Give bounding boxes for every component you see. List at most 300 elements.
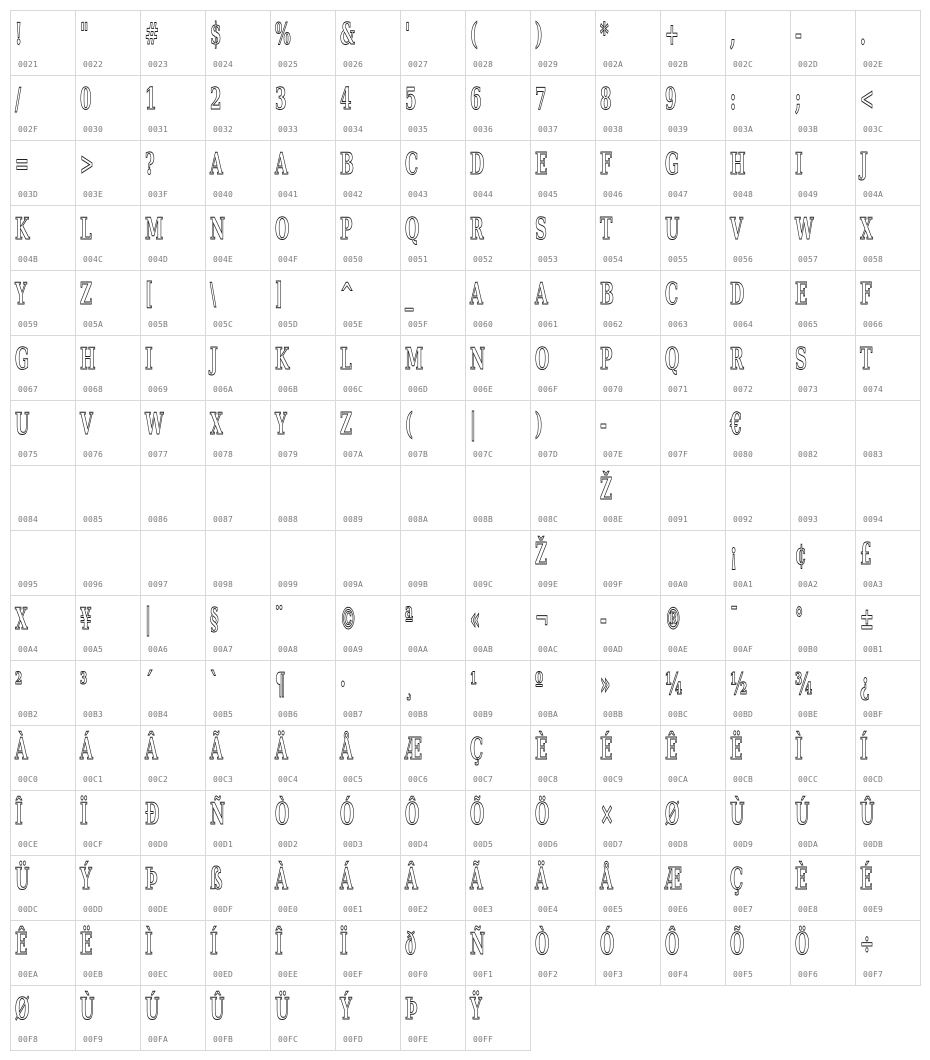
glyph-code-label: 007F (668, 450, 689, 459)
glyph-code-label: 0027 (408, 60, 429, 69)
glyph-cell (206, 791, 271, 856)
glyph-cell (726, 791, 791, 856)
glyph-code-label: 0038 (603, 125, 624, 134)
glyph-character: Õ (730, 927, 745, 962)
glyph-cell (141, 76, 206, 141)
glyph-code-label: 006F (538, 385, 559, 394)
glyph-cell (661, 271, 726, 336)
glyph-code-label: 0026 (343, 60, 364, 69)
glyph-code-label: 007A (343, 450, 364, 459)
glyph-code-label: 0033 (278, 125, 299, 134)
glyph-cell (76, 11, 141, 76)
glyph-cell (726, 401, 791, 466)
glyph-cell (726, 531, 791, 596)
glyph-code-label: 005D (278, 320, 299, 329)
glyph-cell (141, 986, 206, 1051)
glyph-cell (76, 336, 141, 401)
glyph-cell (531, 791, 596, 856)
glyph-cell (726, 336, 791, 401)
glyph-code-label: 008A (408, 515, 429, 524)
glyph-cell (336, 141, 401, 206)
glyph-character: 0 (80, 82, 92, 117)
glyph-code-label: 00D5 (473, 840, 494, 849)
glyph-cell (401, 11, 466, 76)
glyph-character: 3 (275, 82, 287, 117)
glyph-character: N (210, 212, 226, 247)
glyph-cell (401, 661, 466, 726)
glyph-code-label: 0063 (668, 320, 689, 329)
glyph-code-label: 0069 (148, 385, 169, 394)
glyph-cell (596, 531, 661, 596)
glyph-character: Ä (275, 732, 288, 767)
glyph-character: ² (15, 667, 23, 702)
glyph-cell (76, 856, 141, 921)
glyph-character: S (795, 342, 807, 377)
glyph-character: Ž (600, 472, 613, 507)
glyph-cell (141, 206, 206, 271)
glyph-character: _ (405, 277, 414, 312)
glyph-character: Þ (405, 992, 418, 1027)
glyph-code-label: 0095 (18, 580, 39, 589)
glyph-cell (271, 531, 336, 596)
glyph-code-label: 002E (863, 60, 884, 69)
glyph-character: Ô (405, 797, 420, 832)
glyph-code-label: 0064 (733, 320, 754, 329)
glyph-cell (531, 726, 596, 791)
glyph-code-label: 00F1 (473, 970, 494, 979)
glyph-code-label: 00E0 (278, 905, 299, 914)
glyph-cell (856, 76, 921, 141)
glyph-cell (661, 856, 726, 921)
glyph-code-label: 0065 (798, 320, 819, 329)
glyph-code-label: 00BA (538, 710, 559, 719)
glyph-character: Ö (535, 797, 550, 832)
glyph-cell (401, 271, 466, 336)
glyph-cell (336, 401, 401, 466)
glyph-code-label: 0078 (213, 450, 234, 459)
glyph-code-label: 0056 (733, 255, 754, 264)
glyph-cell (531, 336, 596, 401)
glyph-character: ; (795, 82, 802, 117)
glyph-cell (336, 11, 401, 76)
glyph-character: Á (80, 732, 93, 767)
glyph-cell (11, 336, 76, 401)
glyph-code-label: 0043 (408, 190, 429, 199)
glyph-code-label: 00B4 (148, 710, 169, 719)
glyph-cell (11, 661, 76, 726)
glyph-character: Ñ (210, 797, 226, 832)
glyph-code-label: 00C0 (18, 775, 39, 784)
glyph-character: À (15, 732, 28, 767)
glyph-code-label: 0061 (538, 320, 559, 329)
glyph-cell (596, 76, 661, 141)
glyph-code-label: 0083 (863, 450, 884, 459)
glyph-cell (726, 921, 791, 986)
glyph-cell (141, 466, 206, 531)
glyph-cell (791, 596, 856, 661)
glyph-code-label: 0074 (863, 385, 884, 394)
glyph-cell (856, 921, 921, 986)
glyph-cell (466, 921, 531, 986)
glyph-character: A (210, 147, 223, 182)
glyph-character: ? (145, 147, 155, 182)
glyph-code-label: 0062 (603, 320, 624, 329)
glyph-character: O (275, 212, 290, 247)
glyph-cell (76, 661, 141, 726)
glyph-code-label: 002C (733, 60, 754, 69)
glyph-code-label: 00F7 (863, 970, 884, 979)
glyph-code-label: 00CE (18, 840, 39, 849)
glyph-cell (856, 531, 921, 596)
glyph-code-label: 00E1 (343, 905, 364, 914)
glyph-cell (856, 466, 921, 531)
glyph-cell (726, 11, 791, 76)
glyph-code-label: 003B (798, 125, 819, 134)
glyph-character: 7 (535, 82, 547, 117)
glyph-character: ´ (145, 667, 154, 702)
glyph-code-label: 0072 (733, 385, 754, 394)
glyph-character: ¬ (535, 602, 549, 637)
glyph-code-label: 0049 (798, 190, 819, 199)
glyph-character: Þ (145, 862, 158, 897)
glyph-code-label: 00A0 (668, 580, 689, 589)
glyph-code-label: 00E4 (538, 905, 559, 914)
glyph-code-label: 00E5 (603, 905, 624, 914)
glyph-character: I (145, 342, 153, 377)
glyph-character: P (600, 342, 613, 377)
glyph-cell (466, 531, 531, 596)
glyph-code-label: 009E (538, 580, 559, 589)
glyph-cell (791, 141, 856, 206)
glyph-cell (791, 76, 856, 141)
glyph-cell (791, 206, 856, 271)
glyph-code-label: 00F0 (408, 970, 429, 979)
glyph-cell (401, 76, 466, 141)
glyph-cell (271, 401, 336, 466)
glyph-code-label: 00D1 (213, 840, 234, 849)
glyph-code-label: 00EA (18, 970, 39, 979)
glyph-character: " (80, 17, 89, 52)
glyph-code-label: 0088 (278, 515, 299, 524)
glyph-code-label: 0036 (473, 125, 494, 134)
glyph-character: G (665, 147, 680, 182)
glyph-cell (596, 596, 661, 661)
glyph-code-label: 0070 (603, 385, 624, 394)
glyph-character: W (145, 407, 164, 442)
glyph-cell (726, 856, 791, 921)
glyph-character: × (600, 797, 614, 832)
glyph-character: S (535, 212, 547, 247)
glyph-cell (661, 596, 726, 661)
glyph-cell (466, 466, 531, 531)
glyph-cell (531, 401, 596, 466)
glyph-code-label: 00CA (668, 775, 689, 784)
glyph-code-label: 0053 (538, 255, 559, 264)
glyph-character: ¯ (730, 602, 739, 637)
glyph-cell (11, 791, 76, 856)
glyph-character: K (275, 342, 290, 377)
glyph-code-label: 00C1 (83, 775, 104, 784)
glyph-cell (11, 466, 76, 531)
glyph-code-label: 00C4 (278, 775, 299, 784)
glyph-code-label: 00CF (83, 840, 104, 849)
glyph-character: Ü (275, 992, 290, 1027)
glyph-character: É (860, 862, 873, 897)
glyph-character: F (600, 147, 612, 182)
glyph-cell (76, 206, 141, 271)
glyph-character: X (15, 602, 28, 637)
glyph-cell (271, 661, 336, 726)
glyph-cell (466, 401, 531, 466)
glyph-cell (791, 336, 856, 401)
glyph-cell (11, 11, 76, 76)
glyph-cell (531, 661, 596, 726)
glyph-cell (336, 531, 401, 596)
glyph-character: Î (15, 797, 23, 832)
glyph-cell (11, 726, 76, 791)
glyph-code-label: 00A5 (83, 645, 104, 654)
glyph-character: ^ (340, 277, 354, 312)
glyph-code-label: 0029 (538, 60, 559, 69)
glyph-character: ) (535, 407, 543, 442)
glyph-character: Í (860, 732, 868, 767)
glyph-code-label: 0060 (473, 320, 494, 329)
glyph-cell (531, 596, 596, 661)
glyph-character: » (600, 667, 611, 702)
glyph-code-label: 00F9 (83, 1035, 104, 1044)
glyph-cell (466, 141, 531, 206)
glyph-character: Â (405, 862, 418, 897)
glyph-character: Ú (145, 992, 160, 1027)
glyph-code-label: 0058 (863, 255, 884, 264)
glyph-cell (531, 76, 596, 141)
glyph-code-label: 0071 (668, 385, 689, 394)
glyph-cell (271, 206, 336, 271)
glyph-cell (401, 466, 466, 531)
glyph-cell (76, 726, 141, 791)
glyph-cell (466, 76, 531, 141)
glyph-code-label: 0028 (473, 60, 494, 69)
glyph-cell (336, 921, 401, 986)
glyph-character: ( (470, 17, 478, 52)
glyph-character: $ (210, 17, 222, 52)
glyph-cell (856, 141, 921, 206)
glyph-code-label: 00E6 (668, 905, 689, 914)
glyph-character: N (470, 342, 486, 377)
glyph-cell (11, 76, 76, 141)
glyph-code-label: 00A7 (213, 645, 234, 654)
glyph-character: Ò (535, 927, 550, 962)
glyph-code-label: 0097 (148, 580, 169, 589)
glyph-cell (466, 271, 531, 336)
glyph-cell (141, 531, 206, 596)
glyph-character: K (15, 212, 30, 247)
glyph-code-label: 00F6 (798, 970, 819, 979)
glyph-cell (856, 856, 921, 921)
glyph-character: : (730, 82, 737, 117)
glyph-code-label: 00AA (408, 645, 429, 654)
glyph-cell (336, 336, 401, 401)
glyph-cell (791, 401, 856, 466)
glyph-cell (726, 466, 791, 531)
glyph-character: B (600, 277, 614, 312)
glyph-character: G (15, 342, 30, 377)
glyph-character: % (275, 17, 291, 52)
glyph-character: Õ (470, 797, 485, 832)
glyph-cell (206, 206, 271, 271)
glyph-cell (856, 271, 921, 336)
glyph-character: 6 (470, 82, 482, 117)
glyph-character: Ò (275, 797, 290, 832)
glyph-cell (856, 11, 921, 76)
glyph-code-label: 006C (343, 385, 364, 394)
glyph-code-label: 007E (603, 450, 624, 459)
glyph-code-label: 0051 (408, 255, 429, 264)
glyph-character: E (795, 277, 808, 312)
glyph-code-label: 0075 (18, 450, 39, 459)
glyph-cell (271, 11, 336, 76)
glyph-character: \ (210, 277, 217, 312)
glyph-character: W (795, 212, 814, 247)
glyph-cell (466, 336, 531, 401)
glyph-character: § (210, 602, 219, 637)
glyph-cell (596, 921, 661, 986)
glyph-code-label: 006A (213, 385, 234, 394)
glyph-cell (11, 596, 76, 661)
glyph-code-label: 00D7 (603, 840, 624, 849)
glyph-code-label: 0035 (408, 125, 429, 134)
glyph-code-label: 00D3 (343, 840, 364, 849)
glyph-code-label: 0085 (83, 515, 104, 524)
glyph-character: Á (340, 862, 353, 897)
glyph-cell (791, 661, 856, 726)
glyph-character: Ý (80, 862, 92, 897)
glyph-cell (206, 11, 271, 76)
glyph-code-label: 009F (603, 580, 624, 589)
glyph-character: Ã (470, 862, 483, 897)
glyph-code-label: 00DF (213, 905, 234, 914)
glyph-cell (531, 271, 596, 336)
glyph-code-label: 00A4 (18, 645, 39, 654)
glyph-cell (856, 661, 921, 726)
glyph-code-label: 0054 (603, 255, 624, 264)
glyph-cell (271, 76, 336, 141)
glyph-character: ¾ (795, 667, 813, 702)
glyph-character: Ž (535, 537, 548, 572)
glyph-code-label: 003C (863, 125, 884, 134)
glyph-cell (726, 596, 791, 661)
glyph-cell (336, 466, 401, 531)
glyph-character: Ê (665, 732, 678, 767)
glyph-code-label: 0025 (278, 60, 299, 69)
glyph-character: Ñ (470, 927, 486, 962)
glyph-character: V (730, 212, 743, 247)
glyph-cell (401, 401, 466, 466)
glyph-code-label: 0022 (83, 60, 104, 69)
glyph-cell (206, 76, 271, 141)
glyph-code-label: 00AD (603, 645, 624, 654)
glyph-code-label: 00CD (863, 775, 884, 784)
glyph-character: Ý (340, 992, 352, 1027)
glyph-character: Å (600, 862, 613, 897)
glyph-code-label: 00AE (668, 645, 689, 654)
glyph-character: Z (80, 277, 93, 312)
glyph-character: ¸ (405, 667, 414, 702)
glyph-code-label: 00C3 (213, 775, 234, 784)
glyph-code-label: 007D (538, 450, 559, 459)
glyph-character: ( (405, 407, 413, 442)
glyph-cell (76, 76, 141, 141)
glyph-code-label: 00AF (733, 645, 754, 654)
glyph-character: . (860, 17, 866, 52)
glyph-cell (856, 596, 921, 661)
glyph-cell (336, 726, 401, 791)
glyph-character: £ (860, 537, 872, 572)
glyph-cell (271, 856, 336, 921)
glyph-code-label: 00EB (83, 970, 104, 979)
glyph-cell (791, 466, 856, 531)
glyph-character: Y (15, 277, 27, 312)
glyph-cell (466, 661, 531, 726)
glyph-code-label: 005F (408, 320, 429, 329)
glyph-code-label: 0059 (18, 320, 39, 329)
glyph-character: Ä (535, 862, 548, 897)
glyph-code-label: 0089 (343, 515, 364, 524)
glyph-code-label: 00E8 (798, 905, 819, 914)
glyph-cell (336, 986, 401, 1051)
glyph-character: H (80, 342, 96, 377)
glyph-character: V (80, 407, 93, 442)
glyph-cell (11, 401, 76, 466)
glyph-cell (76, 921, 141, 986)
glyph-cell (726, 76, 791, 141)
glyph-code-label: 0079 (278, 450, 299, 459)
glyph-character: * (600, 17, 609, 52)
glyph-cell (271, 466, 336, 531)
glyph-cell (76, 596, 141, 661)
glyph-cell (661, 206, 726, 271)
glyph-character: ¹ (470, 667, 478, 702)
glyph-character: - (600, 407, 607, 442)
glyph-cell (271, 271, 336, 336)
glyph-character: È (795, 862, 808, 897)
glyph-code-label: 0084 (18, 515, 39, 524)
glyph-character: ` (210, 667, 219, 702)
glyph-code-label: 0021 (18, 60, 39, 69)
glyph-code-label: 003F (148, 190, 169, 199)
glyph-code-label: 00B2 (18, 710, 39, 719)
glyph-character: ¥ (80, 602, 92, 637)
glyph-character: 9 (665, 82, 677, 117)
glyph-code-label: 0093 (798, 515, 819, 524)
glyph-code-label: 005A (83, 320, 104, 329)
glyph-code-label: 0050 (343, 255, 364, 264)
glyph-character: D (470, 147, 485, 182)
glyph-character: É (600, 732, 613, 767)
glyph-cell (141, 726, 206, 791)
glyph-character: ¶ (275, 667, 286, 702)
glyph-cell (791, 791, 856, 856)
glyph-cell (76, 271, 141, 336)
glyph-code-label: 0055 (668, 255, 689, 264)
glyph-character: Y (275, 407, 287, 442)
glyph-character: > (80, 147, 94, 182)
glyph-character: | (145, 602, 152, 637)
glyph-cell (531, 856, 596, 921)
glyph-code-label: 004B (18, 255, 39, 264)
glyph-character: ª (405, 602, 414, 637)
glyph-code-label: 00E9 (863, 905, 884, 914)
